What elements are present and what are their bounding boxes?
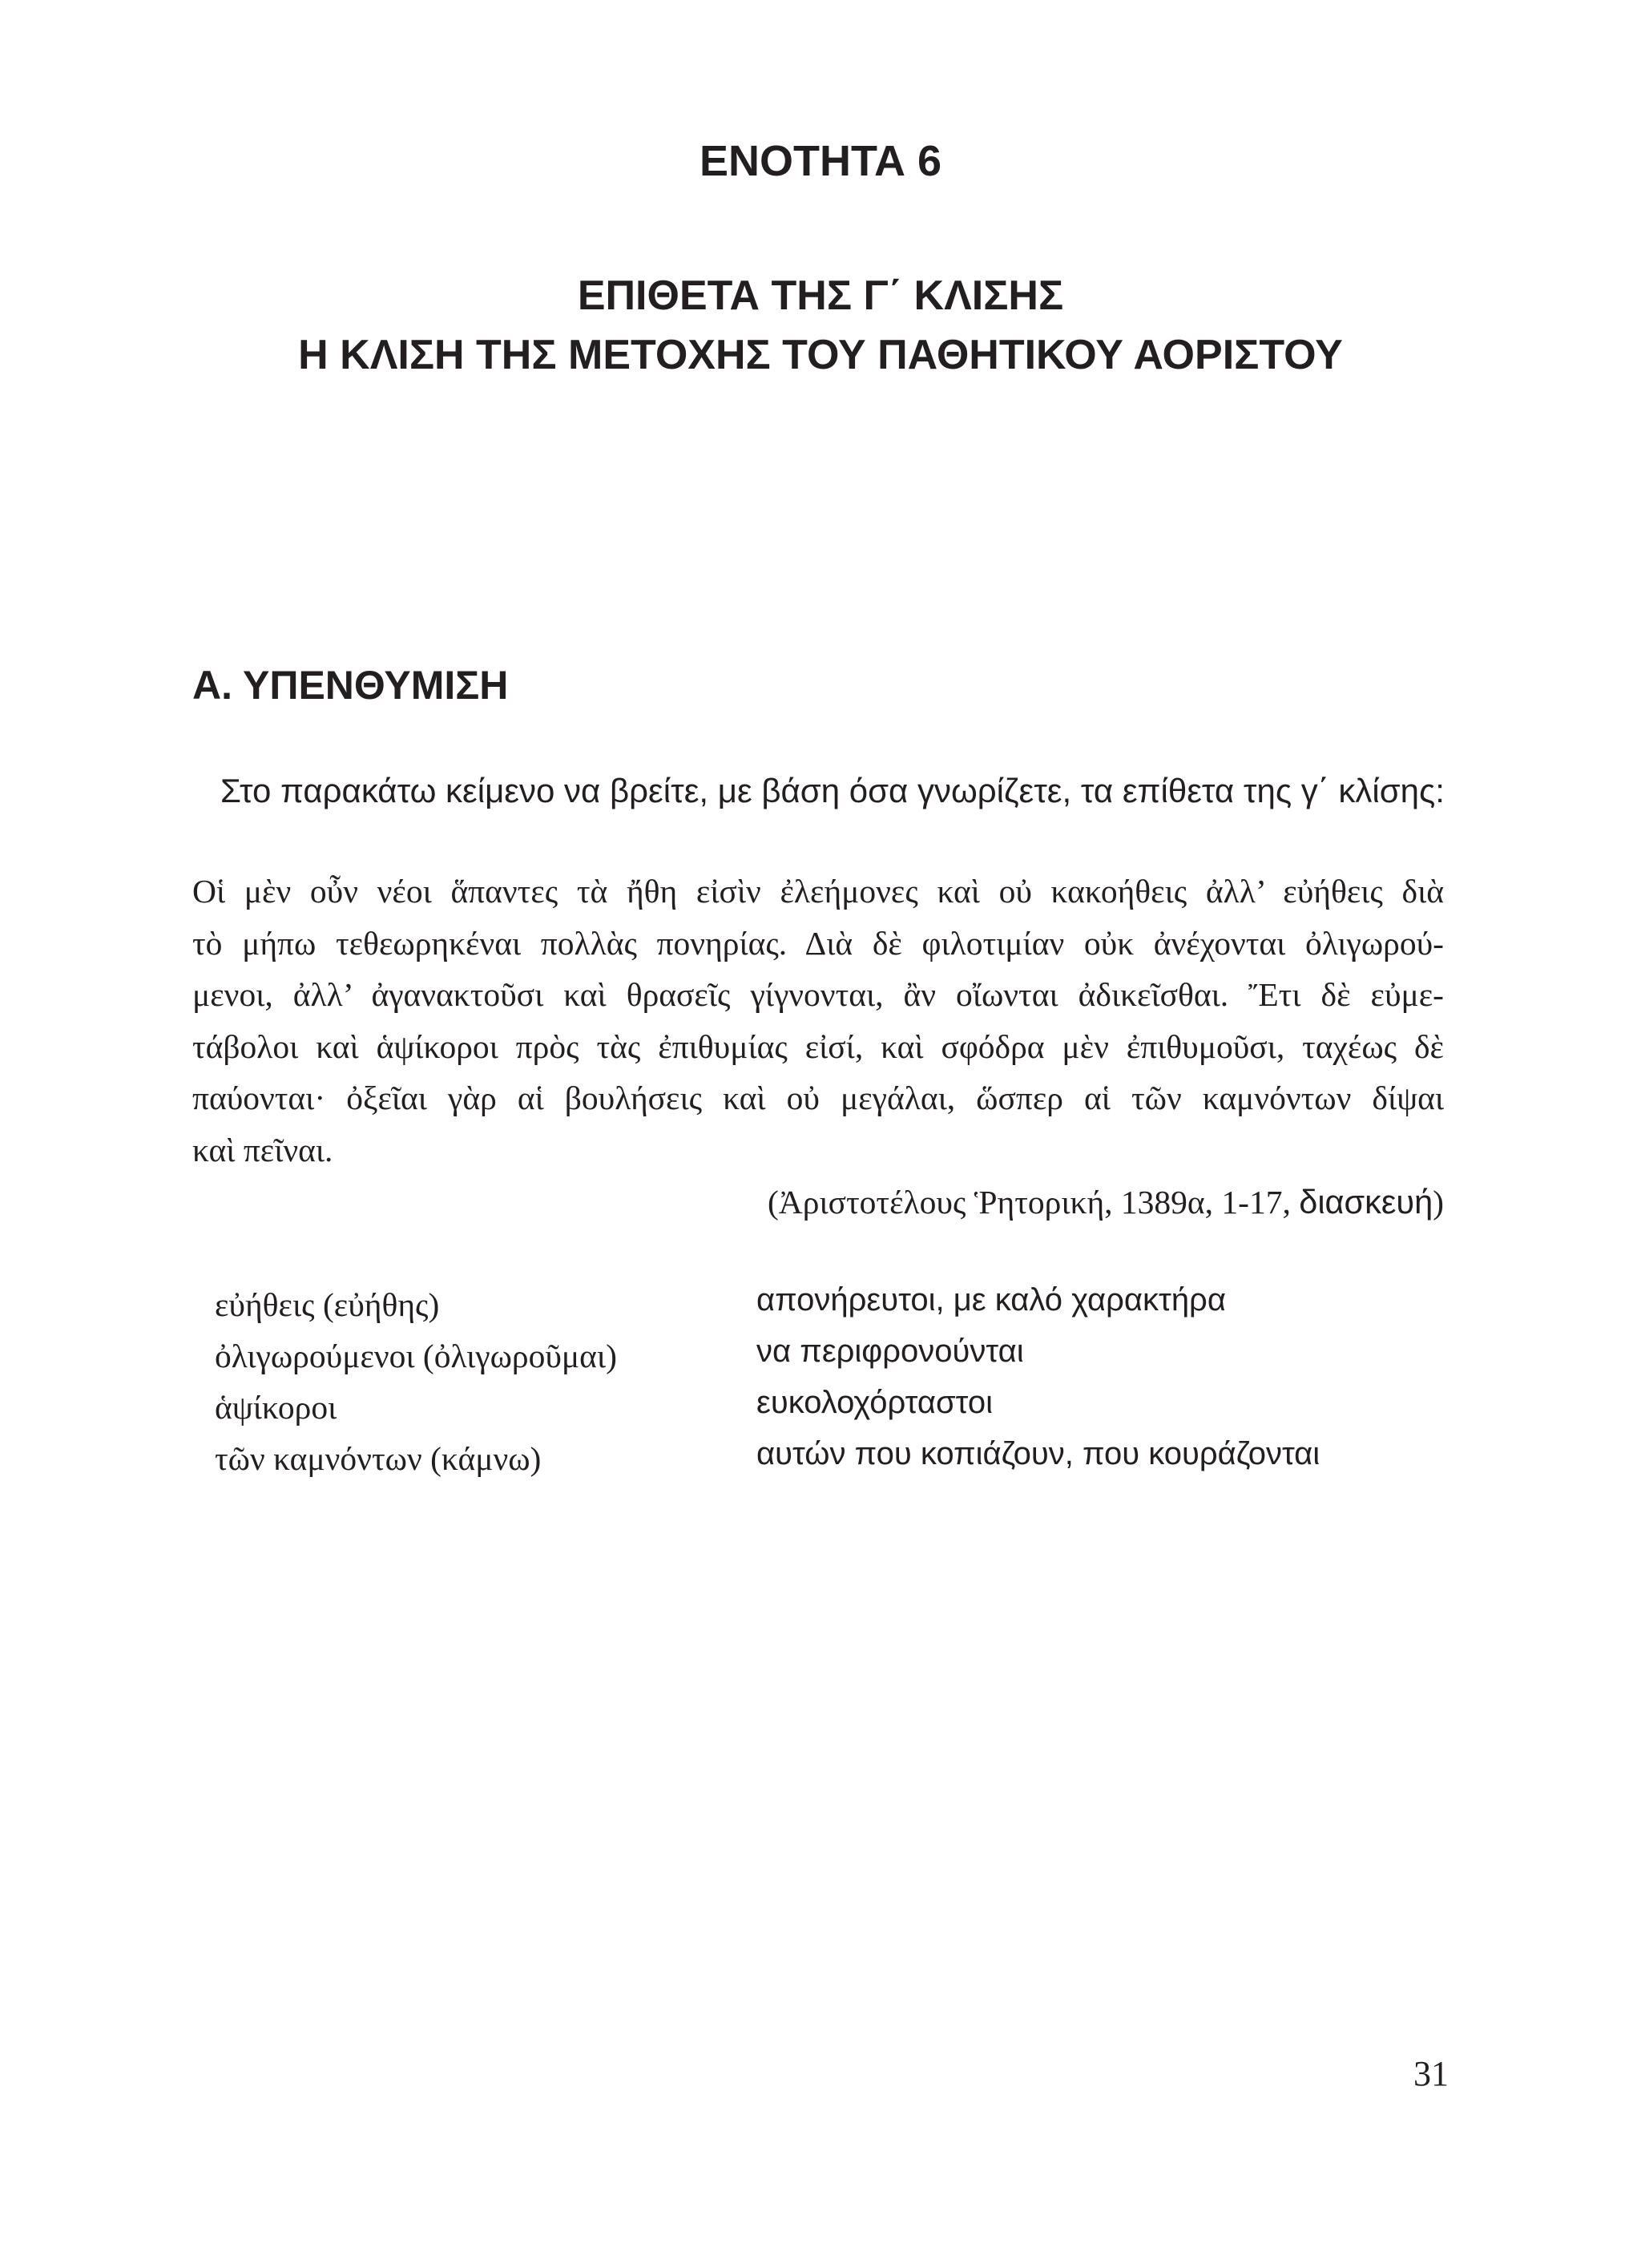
chapter-title-line-2: Η ΚΛΙΣΗ ΤΗΣ ΜΕΤΟΧΗΣ ΤΟΥ ΠΑΘΗΤΙΚΟΥ ΑΟΡΙΣΤΟΥ: [298, 332, 1343, 378]
glossary-row: [215, 1330, 1449, 1382]
glossary-definition: απονήρευτοι, με καλό χαρακτήρα: [756, 1282, 1226, 1318]
passage-citation: [768, 1176, 1444, 1228]
glossary-row: [215, 1382, 1449, 1433]
passage-line: τάβολοι καὶ ἁψίκοροι πρὸς τὰς ἐπιθυμίας εἰσί, καὶ σφόδρα μὲν ἐπιθυμοῦσι, ταχέως δὲ: [192, 1027, 1444, 1065]
passage-line: τὸ μήπω τεθεωρηκέναι πολλὰς πονηρίας. Διὰ δὲ φιλοτιμίαν οὐκ ἀνέχονται ὀλιγωρού-: [192, 924, 1444, 962]
citation-source: (Ἀριστοτέλους Ῥητορική, 1389α, 1-17,: [767, 1184, 1300, 1221]
passage-line: παύονται· ὀξεῖαι γὰρ αἱ βουλήσεις καὶ οὐ μεγάλαι, ὥσπερ αἱ τῶν καμνόντων δίψαι: [192, 1080, 1444, 1116]
glossary-definition: ευκολοχόρταστοι: [756, 1385, 994, 1420]
glossary-definition: αυτών που κοπιάζουν, που κουράζονται: [756, 1436, 1320, 1471]
unit-title: ΕΝΟΤΗΤΑ 6: [699, 137, 941, 185]
glossary-term: ἁψίκοροι: [215, 1389, 337, 1426]
glossary-term: τῶν καμνόντων (κάμνω): [215, 1440, 542, 1477]
ancient-greek-passage: [192, 866, 1444, 1176]
passage-line: καὶ πεῖναι.: [192, 1131, 333, 1168]
glossary-row: [215, 1279, 1449, 1330]
chapter-title-line-1: ΕΠΙΘΕΤΑ ΤΗΣ Γ΄ ΚΛΙΣΗΣ: [577, 272, 1064, 319]
citation-close: ): [1433, 1184, 1444, 1221]
citation-note: διασκευή: [1299, 1183, 1433, 1221]
vocabulary-glossary: [215, 1279, 1449, 1484]
glossary-term: εὐήθεις (εὐήθης): [215, 1286, 440, 1323]
passage-line: Οἱ μὲν οὖν νέοι ἅπαντες τὰ ἤθη εἰσὶν ἐλεήμονες καὶ οὐ κακοήθεις ἀλλ’ εὐήθεις διὰ: [192, 873, 1444, 910]
glossary-term: ὀλιγωρούμενοι (ὀλιγωροῦμαι): [215, 1338, 617, 1374]
page-number: 31: [1413, 2054, 1449, 2093]
passage-line: μενοι, ἀλλ’ ἀγανακτοῦσι καὶ θρασεῖς γίγνονται, ἂν οἴωνται ἀδικεῖσθαι. Ἔτι δὲ εὐμε-: [192, 976, 1444, 1013]
glossary-definition: να περιφρονούνται: [756, 1334, 1024, 1369]
chapter-title: [0, 266, 1641, 385]
glossary-row: [215, 1433, 1449, 1484]
section-heading: Α. ΥΠΕΝΘΥΜΙΣΗ: [192, 663, 509, 708]
exercise-instruction: Στο παρακάτω κείμενο να βρείτε, με βάση όσα γνωρίζετε, τα επίθετα της γ΄ κλίσης:: [220, 772, 1445, 809]
